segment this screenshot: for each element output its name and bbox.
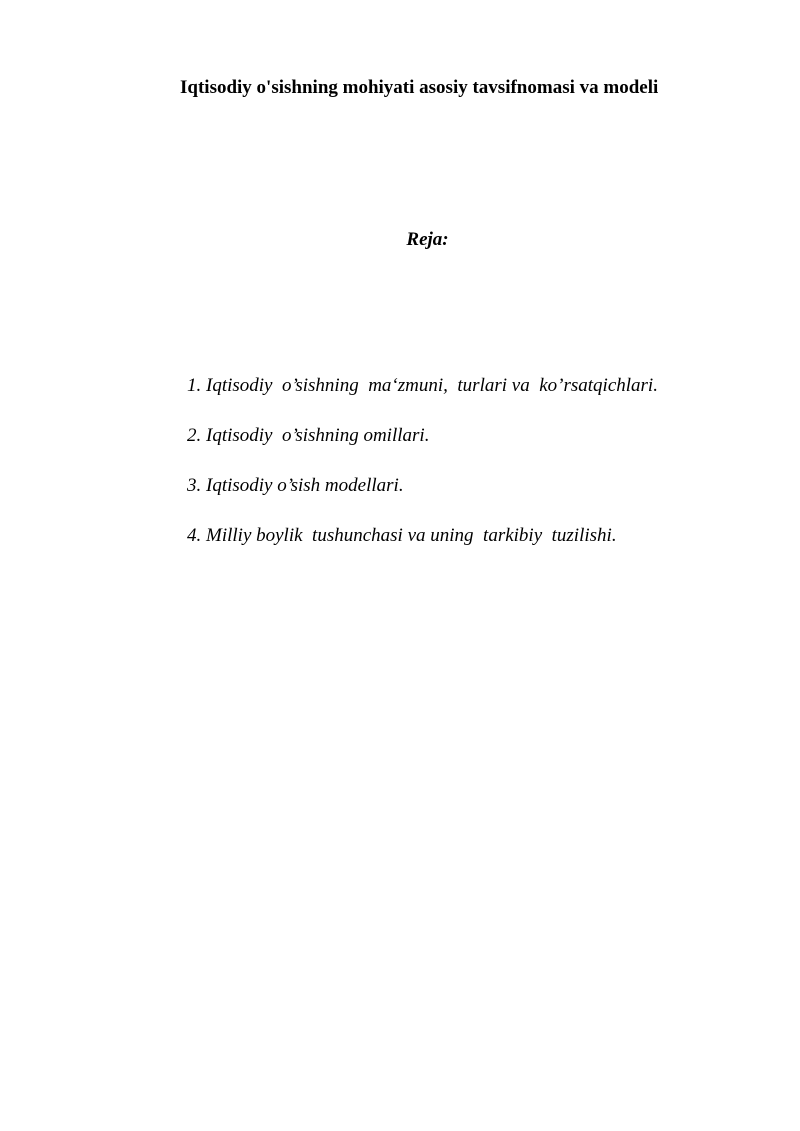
plan-heading: Reja: [406,229,449,250]
page-title: Iqtisodiy o'sishning mohiyati asosiy tavsifnomasi va modeli [180,77,659,98]
plan-item-1: 1. Iqtisodiy o’sishning ma‘zmuni, turlari va ko’rsatqichlari. [187,375,658,396]
plan-item-3: 3. Iqtisodiy o’sish modellari. [187,475,404,496]
plan-list [187,374,658,574]
plan-item-4: 4. Milliy boylik tushunchasi va uning tarkibiy tuzilishi. [187,525,617,546]
plan-item-2: 2. Iqtisodiy o’sishning omillari. [187,425,430,446]
